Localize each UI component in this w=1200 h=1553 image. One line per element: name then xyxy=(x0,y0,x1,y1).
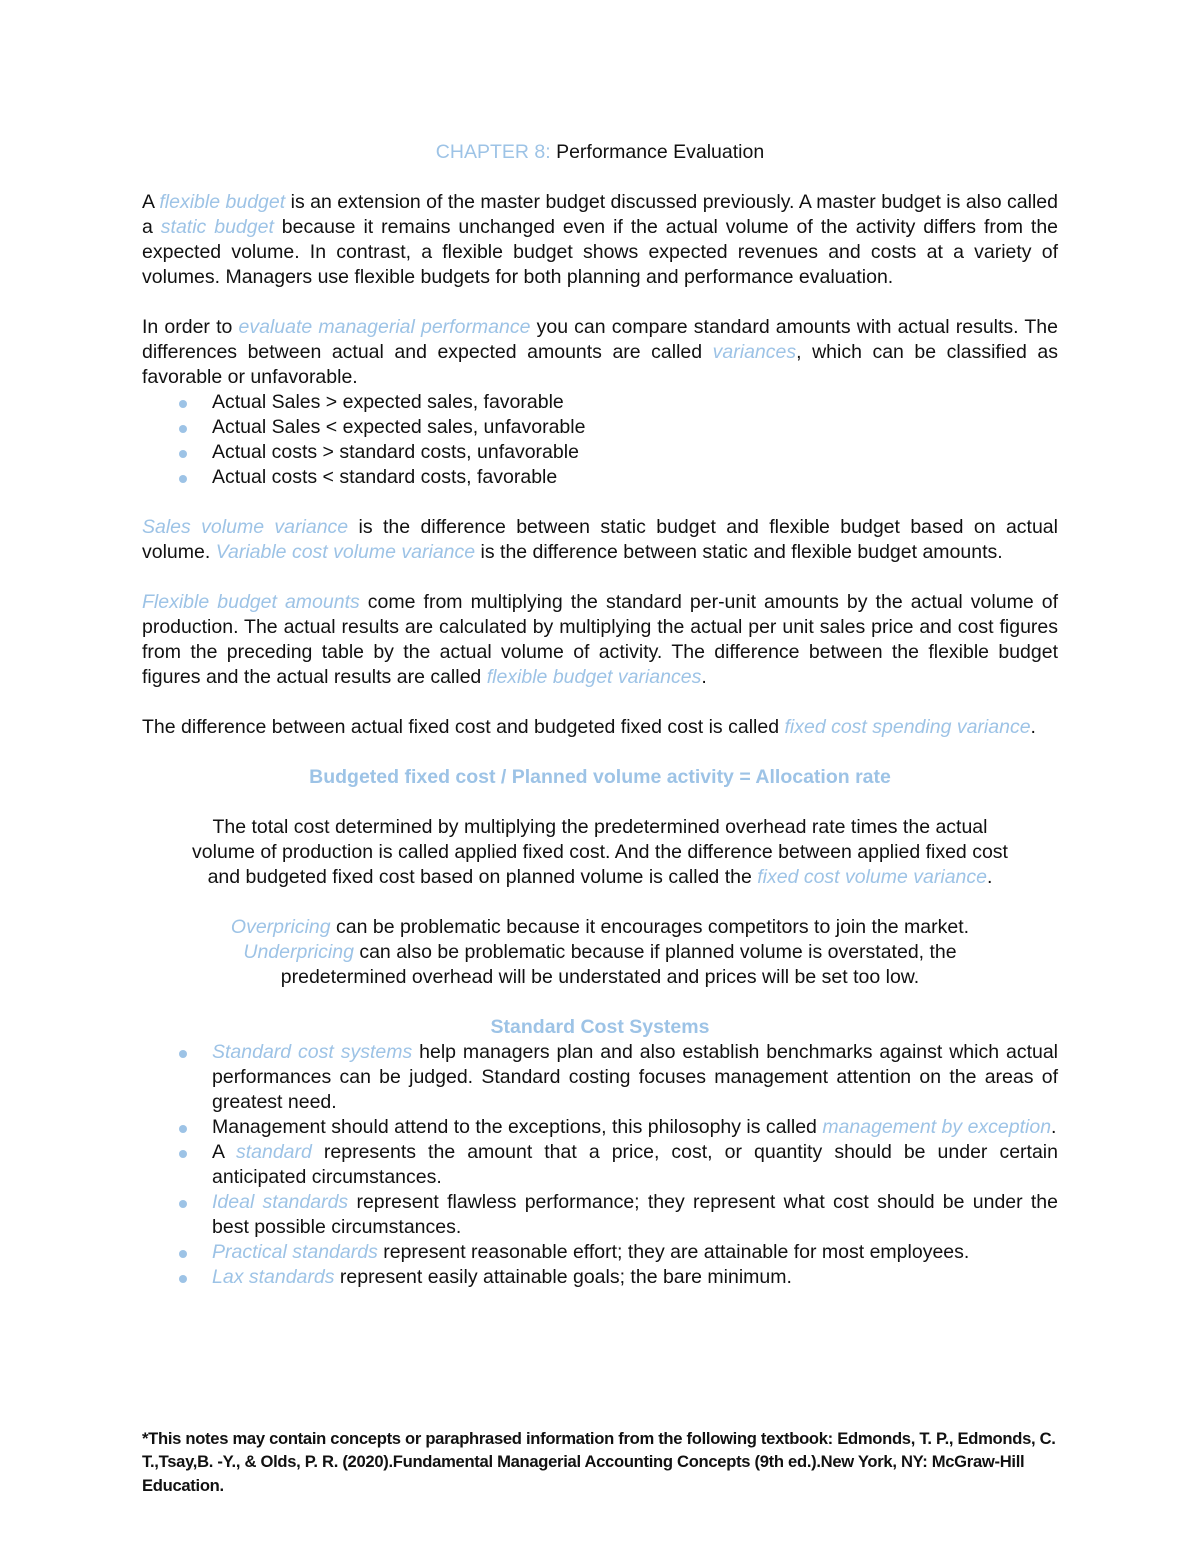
term-standard-cost-systems: Standard cost systems xyxy=(212,1041,413,1063)
list-item: Actual Sales > expected sales, favorable xyxy=(212,390,1058,415)
list-item xyxy=(212,1240,1058,1265)
text: . xyxy=(701,666,707,688)
term-flexible-budget-variances: flexible budget variances xyxy=(486,666,702,688)
text: represent easily attainable goals; the bare minimum. xyxy=(334,1266,792,1288)
text: A xyxy=(142,191,160,213)
text: . xyxy=(1030,716,1036,738)
text: because it remains unchanged even if the actual volume of the activity differs from the expected volume. In contrast, a flexible budget shows expected revenues and costs at a variety of volumes. Managers use flexible budgets for both planning and performance evaluation. xyxy=(142,216,1059,288)
page-title xyxy=(142,140,1058,165)
text: can also be problematic because if planned volume is overstated, the xyxy=(353,941,957,963)
list-item: Actual costs > standard costs, unfavorable xyxy=(212,440,1058,465)
term-variable-cost-volume-variance: Variable cost volume variance xyxy=(215,541,476,563)
list-item xyxy=(212,1040,1058,1115)
term-overpricing: Overpricing xyxy=(230,916,331,938)
text: The difference between actual fixed cost and budgeted fixed cost is called xyxy=(142,716,785,738)
text: come from multiplying the standard per-unit amounts by the actual volume of production. The actual results are calculated by multiplying the actual per unit sales price and cost figures from the preceding table by the actual volume of activity. The difference between the flexible budget figures and the actual results are called xyxy=(142,591,1058,688)
text: is an extension of the master budget discussed previously. A master budget is also called a xyxy=(142,191,1058,238)
text: . xyxy=(1051,1116,1057,1138)
paragraph-flexible-budget-amounts xyxy=(142,590,1058,690)
text: volume of production is called applied fixed cost. And the difference between applied fixed cost xyxy=(192,841,1008,863)
footnote-citation: *This notes may contain concepts or paraphrased information from the following textbook: Edmonds, T. P., Edmonds, C. T.,Tsay,B. -Y., & Olds, P. R. (2020).Fundamental Managerial Accounting Concepts (9th ed.).New York, NY: McGraw-Hill Education. xyxy=(142,1428,1056,1495)
paragraph-evaluate-performance xyxy=(142,315,1058,390)
paragraph-volume-variance xyxy=(142,515,1058,565)
paragraph-applied-fixed-cost xyxy=(142,815,1058,890)
allocation-rate-formula: Budgeted fixed cost / Planned volume activity = Allocation rate xyxy=(309,766,891,788)
section-heading-standard-cost-systems: Standard Cost Systems xyxy=(490,1016,710,1038)
chapter-name: Performance Evaluation xyxy=(556,141,765,163)
paragraph-pricing xyxy=(142,915,1058,990)
term-management-by-exception: management by exception xyxy=(822,1116,1052,1138)
text: represent flawless performance; they represent what cost should be under the best possible circumstances. xyxy=(212,1191,1058,1238)
text: Management should attend to the exceptions, this philosophy is called xyxy=(212,1116,823,1138)
text: A xyxy=(212,1141,236,1163)
text: can be problematic because it encourages competitors to join the market. xyxy=(330,916,970,938)
term-fixed-cost-spending-variance: fixed cost spending variance xyxy=(784,716,1031,738)
text: predetermined overhead will be understated and prices will be set too low. xyxy=(280,966,920,988)
text: , which can be classified as favorable or unfavorable. xyxy=(142,341,1058,388)
document-body xyxy=(142,140,1058,1290)
term-fixed-cost-volume-variance: fixed cost volume variance xyxy=(757,866,987,888)
text: . xyxy=(987,866,993,888)
list-item xyxy=(212,1140,1058,1190)
chapter-label: CHAPTER 8: xyxy=(435,141,551,163)
text: represents the amount that a price, cost, or quantity should be under certain anticipated circumstances. xyxy=(212,1141,1058,1188)
term-lax-standards: Lax standards xyxy=(212,1266,335,1288)
text: represent reasonable effort; they are attainable for most employees. xyxy=(377,1241,970,1263)
paragraph-spending-variance xyxy=(142,715,1058,740)
list-item xyxy=(212,1190,1058,1240)
term-flexible-budget: flexible budget xyxy=(159,191,286,213)
text: The total cost determined by multiplying the predetermined overhead rate times the actual xyxy=(212,816,988,838)
text: is the difference between static budget and flexible budget based on actual volume. xyxy=(142,516,1058,563)
variance-rules-list xyxy=(142,390,1058,490)
term-variances: variances xyxy=(712,341,797,363)
term-static-budget: static budget xyxy=(160,216,274,238)
text: is the difference between static and flexible budget amounts. xyxy=(475,541,1003,563)
term-sales-volume-variance: Sales volume variance xyxy=(142,516,349,538)
list-item: Actual Sales < expected sales, unfavorable xyxy=(212,415,1058,440)
paragraph-flexible-budget xyxy=(142,190,1058,290)
text: you can compare standard amounts with actual results. The differences between actual and expected amounts are called xyxy=(142,316,1058,363)
standard-cost-list xyxy=(142,1040,1058,1290)
term-ideal-standards: Ideal standards xyxy=(212,1191,349,1213)
term-practical-standards: Practical standards xyxy=(212,1241,378,1263)
term-evaluate-managerial-performance: evaluate managerial performance xyxy=(238,316,531,338)
text: help managers plan and also establish benchmarks against which actual performances can be judged. Standard costing focuses management attention on the areas of greatest need. xyxy=(212,1041,1059,1113)
list-item xyxy=(212,1265,1058,1290)
text: and budgeted fixed cost based on planned volume is called the xyxy=(207,866,758,888)
text: In order to xyxy=(142,316,239,338)
list-item: Actual costs < standard costs, favorable xyxy=(212,465,1058,490)
list-item xyxy=(212,1115,1058,1140)
term-flexible-budget-amounts: Flexible budget amounts xyxy=(142,591,360,613)
term-standard: standard xyxy=(235,1141,312,1163)
term-underpricing: Underpricing xyxy=(243,941,354,963)
